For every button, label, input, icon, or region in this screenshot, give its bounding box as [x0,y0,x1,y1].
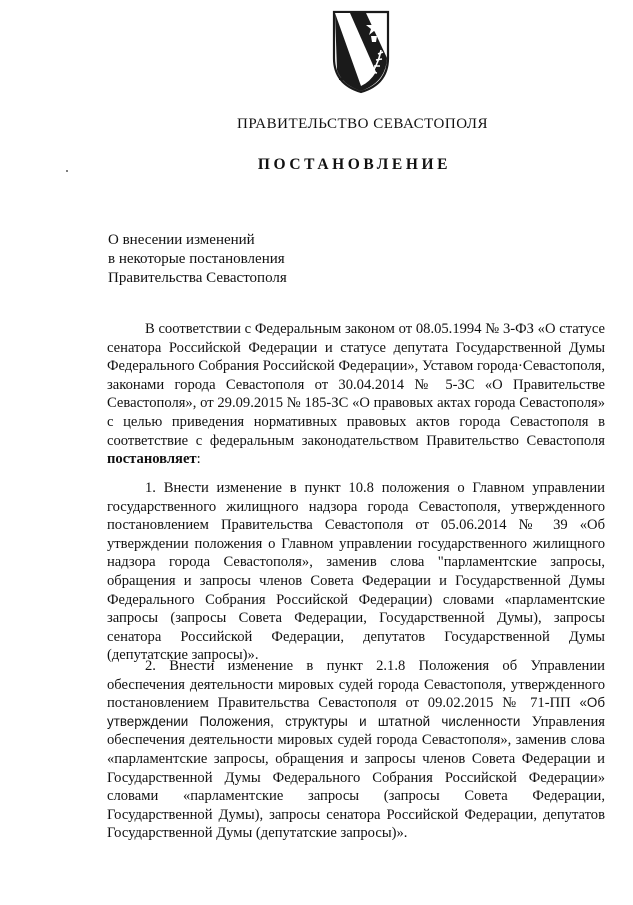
document-type-label: ПОСТАНОВЛЕНИЕ [257,156,452,173]
decree-word: постановляет [107,451,197,468]
subject-line: Правительства Севастополя [108,270,287,286]
decree-item-1-text: 1. Внести изменение в пункт 10.8 положения о Главном управлении государственного жилищного надзора города Севастополя, утвержденного постановлением Правительства Севастополя от 05.06.2014 № 39 «Об утверждении положения о Главном управлении государственного жилищного надзора города Севастополя», заменив слова "парламентские запросы, обращения и запросы членов Совета Федерации и Государственной Думы Федерального Собрания Российской Федерации) словами «парламентские запросы (запросы Совета Федерации, Государственной Думы), запросы сенатора Российской Федерации, депутатов Государственной Думы (депутатские запросы)». [107,480,605,664]
decree-item-2-text-start: 2. Внести изменение в пункт 2.1.8 Положения об Управлении обеспечения деятельности мировых судей города Севастополя, утвержденного постановлением Правительства Севастополя от 09.02.2015 № 71-ПП [107,658,605,712]
subject-line: в некоторые постановления [108,251,285,267]
preamble-text: В соответствии с Федеральным законом от 08.05.1994 № 3-ФЗ «О статусе сенатора Российской Федерации и статусе депутата Государственной Думы Федерального Собрания Российской Федерации», Уставом города·Севастополя, законами города Севастополя от 30.04.2014 № 5-ЗС «О Правительстве Севастополя», от 29.09.2015 № 185-ЗС «О правовых актах города Севастополя» с целью приведения нормативных правовых актов города Севастополя в соответствие с федеральным законодательством Правительство Севастополя [107,321,605,449]
subject-line: О внесении изменений [108,232,255,248]
decree-item-1 [107,479,605,665]
decree-item-2-text-end: Управления обеспечения деятельности мировых судей города Севастополя», заменив слова «парламентские запросы, обращения и запросы членов Совета Федерации и Государственной Думы Федерального Собрания Российской Федерации» словами «парламентские запросы (запросы Совета Федерации, Государственной Думы), запросы сенатора Российской Федерации, депутатов Государственной Думы (депутатские запросы)». [107,713,605,842]
decree-item-2-act-title: «Об утверждении Положения, структуры и штатной численности [107,695,605,729]
document-subject [108,231,287,288]
scan-speck [66,170,68,172]
document-type-heading [0,156,633,174]
preamble-paragraph [107,320,605,469]
sevastopol-coat-of-arms-icon [326,6,396,96]
decree-suffix: : [196,451,201,468]
decree-item-2 [107,657,605,843]
organization-title [0,116,633,133]
organization-name: ПРАВИТЕЛЬСТВО СЕВАСТОПОЛЯ [237,116,488,132]
